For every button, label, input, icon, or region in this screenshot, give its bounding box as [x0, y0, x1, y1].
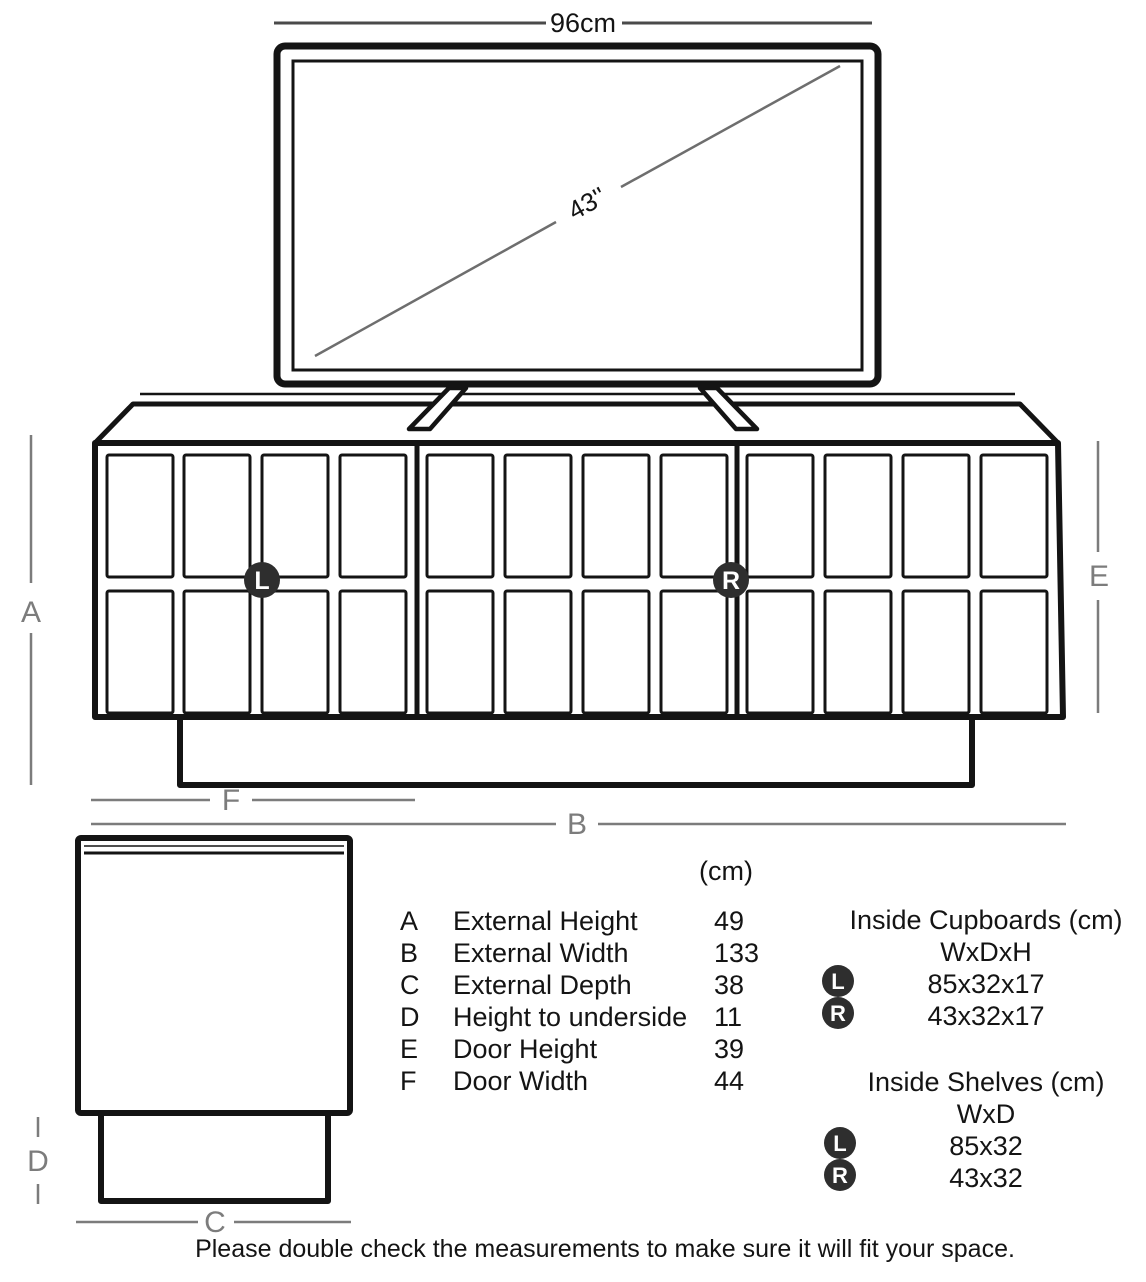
- dimension-b-label: B: [566, 808, 588, 841]
- badge-letter: R: [721, 567, 741, 595]
- row-key: E: [400, 1034, 419, 1064]
- row-value: 38: [714, 970, 745, 1000]
- inside-shelves-dims-header: WxD: [956, 1099, 1016, 1129]
- cabinet-top-face: [95, 404, 1058, 443]
- table-row: [400, 1034, 744, 1064]
- row-name: External Width: [453, 938, 629, 968]
- inside-cupboards-block: [822, 905, 1123, 1031]
- row-value: 11: [714, 1002, 743, 1032]
- right-badge-letter: R: [830, 1001, 846, 1026]
- row-name: Door Width: [453, 1066, 589, 1096]
- row-name: External Height: [453, 906, 638, 936]
- table-row: [400, 1002, 742, 1032]
- dimension-d: [27, 1117, 49, 1204]
- row-name: Door Height: [453, 1034, 598, 1064]
- row-value: 39: [714, 1034, 745, 1064]
- table-row: [400, 906, 744, 936]
- right-cupboard-badge: [713, 562, 749, 598]
- row-value: 133: [714, 938, 760, 968]
- inside-shelves-block: [824, 1067, 1105, 1193]
- side-plinth: [101, 1113, 328, 1201]
- left-cupboard-badge: [244, 562, 280, 598]
- dimension-a: [21, 435, 41, 785]
- left-badge-letter: L: [833, 1131, 847, 1156]
- inside-cupboards-right-value: 43x32x17: [927, 1001, 1045, 1031]
- tv-width-dimension: [274, 8, 872, 38]
- row-name: External Depth: [453, 970, 632, 1000]
- badge-letter: L: [254, 567, 270, 595]
- dimension-e-label: E: [1088, 560, 1110, 593]
- inside-shelves-right-value: 43x32: [949, 1163, 1023, 1193]
- row-name: Height to underside: [453, 1002, 688, 1032]
- cabinet-plinth: [180, 717, 972, 785]
- measurements-table: [400, 856, 759, 1096]
- row-key: B: [400, 938, 419, 968]
- tv-diagonal-label: 43'': [562, 180, 612, 226]
- row-key: D: [400, 1002, 420, 1032]
- inside-cupboards-title: Inside Cupboards (cm): [849, 905, 1123, 935]
- table-unit-header: (cm): [699, 856, 753, 886]
- inside-shelves-title: Inside Shelves (cm): [867, 1067, 1105, 1097]
- dimension-c-label: C: [204, 1206, 226, 1239]
- dimension-f-label: F: [221, 784, 241, 817]
- tv: [277, 46, 878, 429]
- inside-shelves-left-value: 85x32: [949, 1131, 1023, 1161]
- dimension-f: [91, 784, 415, 817]
- row-key: F: [400, 1066, 417, 1096]
- inside-cupboards-dims-header: WxDxH: [940, 937, 1032, 967]
- right-badge-letter: R: [832, 1163, 848, 1188]
- cabinet-front-view: [95, 394, 1063, 785]
- row-value: 44: [714, 1066, 745, 1096]
- table-row: [400, 1066, 744, 1096]
- table-row: [400, 970, 744, 1000]
- tv-width-label: 96cm: [549, 8, 617, 38]
- dimension-d-label: D: [27, 1145, 49, 1178]
- table-row: [400, 938, 759, 968]
- dimension-e: [1089, 441, 1109, 713]
- cabinet-side-view: [78, 838, 350, 1201]
- row-key: C: [400, 970, 420, 1000]
- side-body: [78, 838, 350, 1113]
- row-value: 49: [714, 906, 745, 936]
- inside-cupboards-left-value: 85x32x17: [927, 969, 1045, 999]
- left-badge-letter: L: [831, 969, 845, 994]
- footer-note: Please double check the measurements to make sure it will fit your space.: [195, 1235, 1015, 1263]
- dimension-a-label: A: [20, 596, 42, 629]
- row-key: A: [400, 906, 419, 936]
- cabinet-front-face: [95, 443, 1063, 717]
